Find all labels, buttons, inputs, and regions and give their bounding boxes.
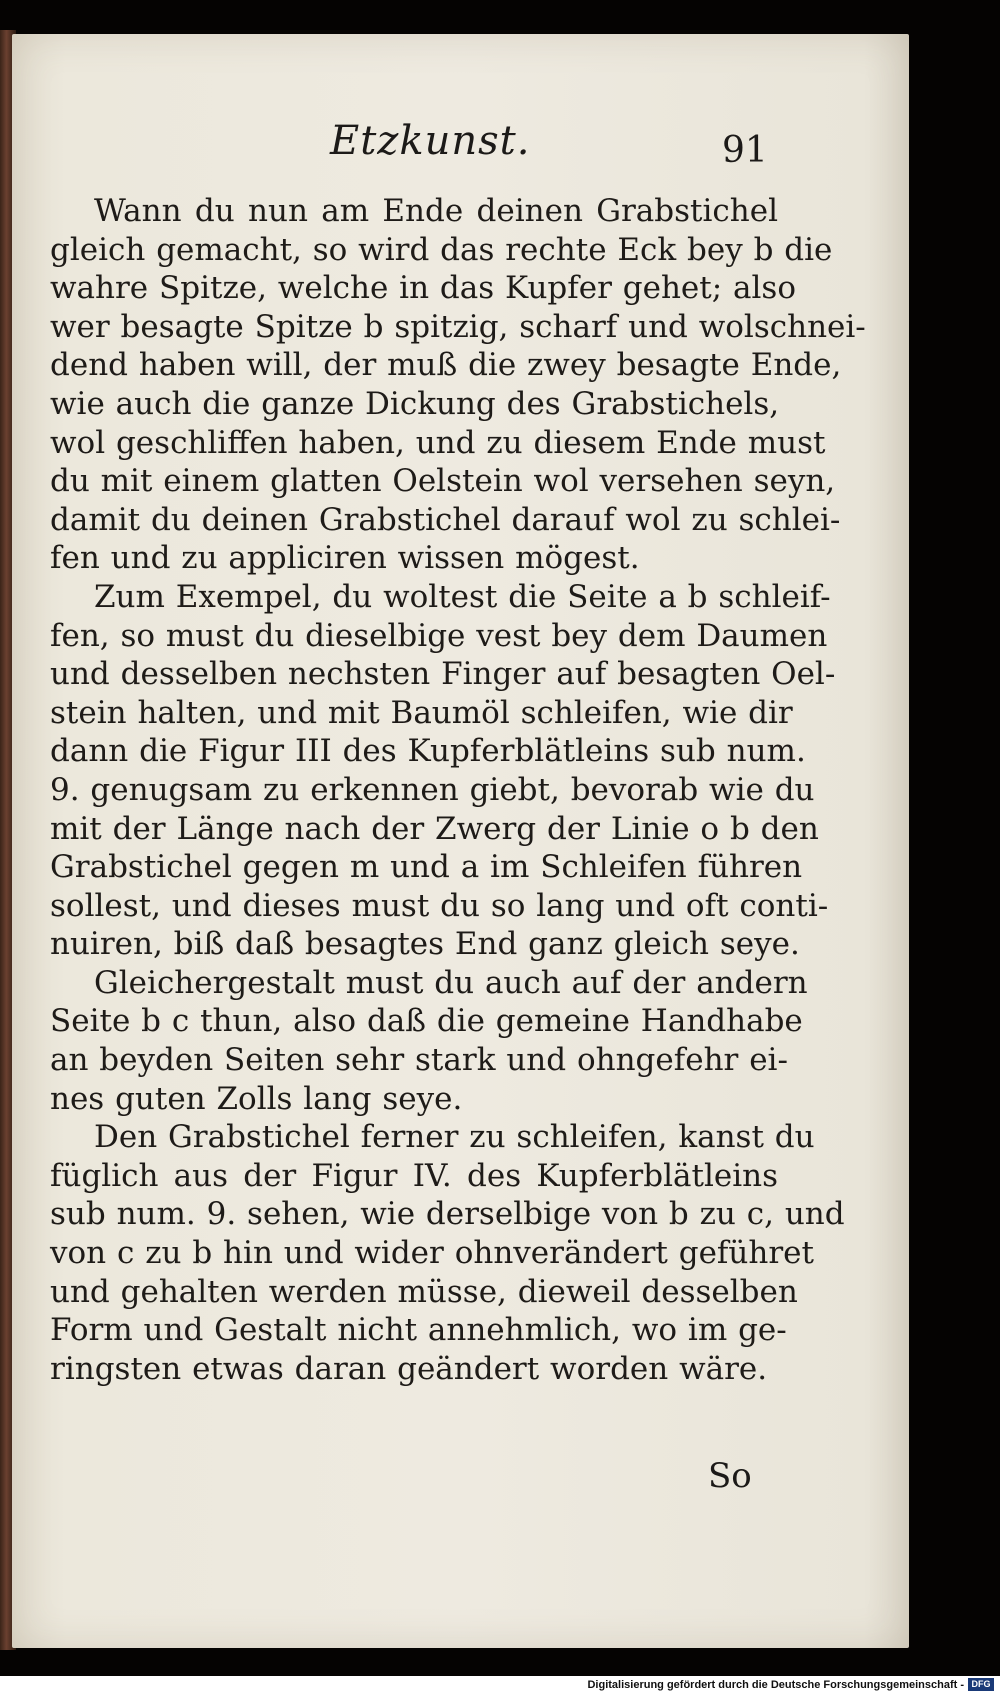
text-line: fen, so must du dieselbige vest bey dem Daumen (50, 617, 828, 654)
text-line: wer besagte Spitze b spitzig, scharf und wolschnei- (50, 308, 866, 345)
text-line: Wann du nun am Ende deinen Grabstichel (94, 193, 778, 229)
page-running-title: Etzkunst. (330, 118, 531, 164)
page-body-text (50, 192, 866, 1388)
text-line: Gleichergestalt must du auch auf der andern (94, 964, 808, 1001)
text-line: wahre Spitze, welche in das Kupfer gehet; also (50, 270, 796, 307)
text-line: sollest, und dieses must du so lang und oft conti- (50, 887, 829, 924)
page-number: 91 (722, 130, 768, 171)
text-line: Seite b c thun, also daß die gemeine Handhabe (50, 1003, 803, 1040)
text-line: nuiren, biß daß besagtes End ganz gleich seye. (50, 926, 800, 963)
text-line: damit du deinen Grabstichel darauf wol zu schlei- (50, 501, 841, 538)
text-line: gleich gemacht, so wird das rechte Eck bey b die (50, 231, 833, 268)
dfg-logo-icon: DFG (968, 1678, 994, 1691)
text-line: du mit einem glatten Oelstein wol versehen seyn, (50, 463, 836, 500)
text-line: dend haben will, der muß die zwey besagte Ende, (50, 347, 842, 384)
text-line: und gehalten werden müsse, dieweil desselben (50, 1273, 798, 1310)
text-line: füglich aus der Figur IV. des Kupferblätleins (50, 1157, 778, 1194)
text-line: mit der Länge nach der Zwerg der Linie o b den (50, 810, 819, 847)
text-line: Zum Exempel, du woltest die Seite a b schleif- (94, 578, 831, 615)
text-line: sub num. 9. sehen, wie derselbige von b zu c, und (50, 1196, 845, 1233)
text-line: Grabstichel gegen m und a im Schleifen führen (50, 849, 803, 886)
text-line: ringsten etwas daran geändert worden wäre. (50, 1350, 768, 1387)
text-line: von c zu b hin und wider ohnverändert geführet (50, 1235, 814, 1272)
text-line: wol geschliffen haben, und zu diesem Ende must (50, 424, 826, 461)
digitization-credit: Digitalisierung gefördert durch die Deutsche Forschungsgemeinschaft - (587, 1679, 964, 1691)
text-line: stein halten, und mit Baumöl schleifen, wie dir (50, 694, 793, 731)
text-line: wie auch die ganze Dickung des Grabstichels, (50, 385, 780, 422)
text-line: an beyden Seiten sehr stark und ohngefehr ei- (50, 1042, 788, 1079)
text-line: Form und Gestalt nicht annehmlich, wo im ge- (50, 1312, 787, 1349)
text-line: nes guten Zolls lang seye. (50, 1080, 463, 1117)
text-line: dann die Figur III des Kupferblätleins sub num. (50, 733, 806, 770)
catchword: So (708, 1456, 752, 1496)
text-line: 9. genugsam zu erkennen giebt, bevorab wie du (50, 771, 815, 808)
text-line: und desselben nechsten Finger auf besagten Oel- (50, 656, 836, 693)
text-line: fen und zu appliciren wissen mögest. (50, 540, 640, 577)
text-line: Den Grabstichel ferner zu schleifen, kanst du (94, 1119, 815, 1156)
